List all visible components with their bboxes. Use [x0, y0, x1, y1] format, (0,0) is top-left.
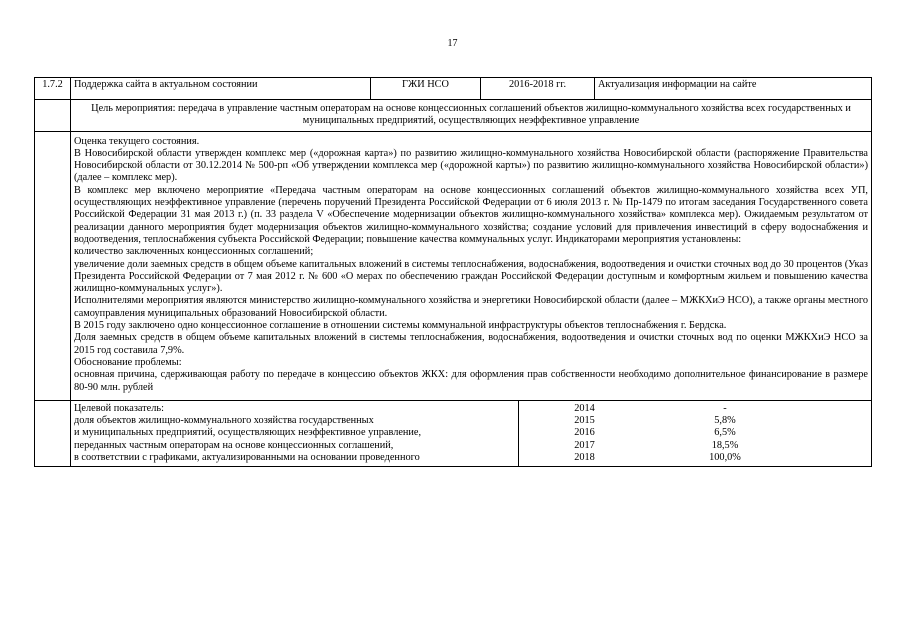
paragraph: В 2015 году заключено одно концессионное соглашение в отношении системы коммунальной инфраструктуры объектов теплоснабжения г. Бердска. — [74, 320, 727, 332]
measure-result: Актуализация информации на сайте — [595, 78, 872, 100]
measure-name: Поддержка сайта в актуальном состоянии — [71, 78, 371, 100]
assessment-text — [71, 131, 872, 400]
indicator-years — [519, 401, 650, 466]
measure-number: 1.7.2 — [35, 78, 71, 100]
measures-table — [34, 77, 872, 467]
paragraph: Доля заемных средств в общем объеме капитальных вложений в системы теплоснабжения, водоснабжения, водоотведения и очистки сточных вод по оценки МЖКХиЭ НСО за 2015 год составила 7,9%. — [74, 332, 868, 356]
assessment-row — [35, 131, 872, 400]
goal-text: Цель мероприятия: передача в управление частным операторам на основе концессионных соглашений объектов жилищно-коммунального хозяйства всех государственных и муниципальных предприятий, осуществляющих неэффективное управление — [71, 100, 872, 132]
paragraph: Оценка текущего состояния. — [74, 135, 200, 147]
paragraph: В Новосибирской области утвержден комплекс мер («дорожная карта») по развитию жилищно-коммунального хозяйства Новосибирской области (распоряжение Правительства Новосибирской области от 30.12.2014 № 500-рп «Об утверждении комплекса мер («дорожной карты») по развитию жилищно-коммунального хозяйства Новосибирской области») (далее – комплекс мер). — [74, 147, 868, 184]
paragraph: увеличение доли заемных средств в общем объеме капитальных вложений в системы теплоснабжения, водоснабжения, водоотведения и очистки сточных вод до 30 процентов (Указ Президента Российской Федерации от 7 мая 2012 г. № 600 «О мерах по обеспечению граждан Российской Федерации доступным и комфортным жильем и повышению качества жилищно-коммунальных услуг»). — [74, 258, 868, 295]
indicator-value: 18,5% — [711, 439, 739, 451]
paragraph: В комплекс мер включено мероприятие «Передача частным операторам на основе концессионных соглашений объектов жилищно-коммунального хозяйства всех УП, осуществляющих неэффективное управление (перечень поручений Президента Российской Федерации от 6 июля 2013 г. № Пр-1479 по итогам заседания Государственного совета Российской Федерации 31 мая 2013 г.) (п. 33 раздела V «Обеспечение модернизации объектов жилищно-коммунального хозяйства» комплекса мер). Ожидаемым результатом от реализации данного мероприятия будет модернизация объектов жилищно-коммунального хозяйства; создание условий для привлечения инвестиций в сферу водоснабжения и водоотведения, теплоснабжения субъекта Российской Федерации; повышение качества коммунальных услуг. Индикаторами мероприятия установлены: — [74, 184, 868, 245]
paragraph: Исполнителями мероприятия являются министерство жилищно-коммунального хозяйства и энергетики Новосибирской области (далее – МЖКХиЭ НСО), а также органы местного самоуправления муниципальных образований Новосибирской области. — [74, 295, 868, 319]
page-number: 17 — [447, 38, 458, 49]
indicator-year: 2017 — [574, 439, 595, 451]
indicator-value: 5,8% — [714, 415, 736, 427]
indicator-description — [71, 401, 519, 466]
indicator-year: 2014 — [574, 402, 595, 414]
indicator-line: Целевой показатель: — [74, 402, 164, 414]
indicator-values — [650, 401, 800, 466]
paragraph: Обоснование проблемы: — [74, 356, 182, 368]
indicator-line: в соответствии с графиками, актуализированными на основании проведенного — [74, 452, 420, 464]
indicator-line: доля объектов жилищно-коммунального хозяйства государственных — [74, 415, 374, 427]
indicator-year: 2016 — [574, 427, 595, 439]
measure-period: 2016-2018 гг. — [481, 78, 595, 100]
indicator-value: 100,0% — [709, 452, 741, 464]
goal-row — [35, 100, 872, 132]
indicator-year: 2015 — [574, 415, 595, 427]
paragraph: основная причина, сдерживающая работу по передаче в концессию объектов ЖКХ: для оформления прав собственности необходимо дополнительное финансирование в размере 80-90 млн. рублей — [74, 369, 868, 393]
measure-executor: ГЖИ НСО — [371, 78, 481, 100]
indicator-row — [35, 400, 872, 466]
indicator-value: 6,5% — [714, 427, 736, 439]
indicator-value: - — [723, 402, 727, 414]
paragraph: количество заключенных концессионных соглашений; — [74, 246, 314, 258]
indicator-year: 2018 — [574, 452, 595, 464]
indicator-line: переданных частным операторам на основе концессионных соглашений, — [74, 439, 394, 451]
indicator-line: и муниципальных предприятий, осуществляющих неэффективное управление, — [74, 427, 422, 439]
measure-row — [35, 78, 872, 100]
